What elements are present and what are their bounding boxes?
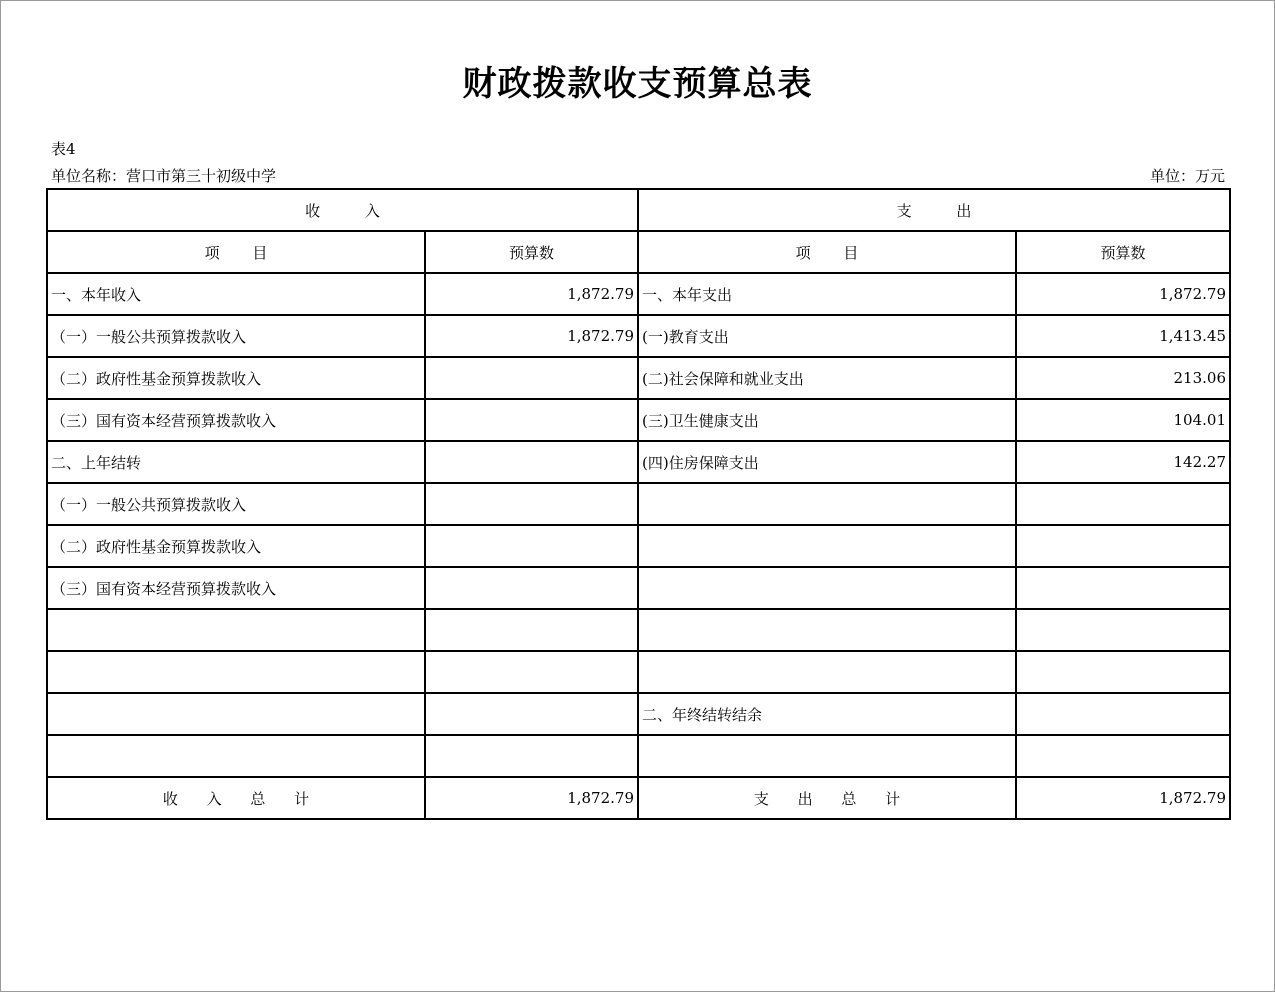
table-row <box>47 273 1230 315</box>
expense-value-cell: 1,413.45 <box>1016 315 1230 357</box>
table-row <box>47 441 1230 483</box>
expense-item-cell <box>638 609 1016 651</box>
income-item-cell: （二）政府性基金预算拨款收入 <box>47 525 425 567</box>
table-row <box>47 525 1230 567</box>
income-item-cell: （二）政府性基金预算拨款收入 <box>47 357 425 399</box>
expense-value-cell <box>1016 609 1230 651</box>
income-total-label: 收 入 总 计 <box>47 777 425 819</box>
expense-value-cell <box>1016 735 1230 777</box>
table-row <box>47 567 1230 609</box>
expense-value-cell <box>1016 483 1230 525</box>
expense-value-cell: 1,872.79 <box>1016 273 1230 315</box>
income-value-cell <box>425 399 638 441</box>
income-item-cell: （三）国有资本经营预算拨款收入 <box>47 399 425 441</box>
income-item-cell <box>47 693 425 735</box>
expense-item-cell <box>638 483 1016 525</box>
income-header: 收 入 <box>47 189 638 231</box>
expense-value-cell <box>1016 525 1230 567</box>
totals-row <box>47 777 1230 819</box>
income-item-cell <box>47 735 425 777</box>
column-header-row <box>47 231 1230 273</box>
table-row <box>47 315 1230 357</box>
expense-header: 支 出 <box>638 189 1230 231</box>
currency-unit: 单位：万元 <box>1149 167 1225 185</box>
table-row <box>47 357 1230 399</box>
expense-item-cell <box>638 525 1016 567</box>
expense-item-cell: (四)住房保障支出 <box>638 441 1016 483</box>
expense-item-header: 项 目 <box>638 231 1016 273</box>
page-title: 财政拨款收支预算总表 <box>462 64 813 104</box>
income-item-cell: （一）一般公共预算拨款收入 <box>47 315 425 357</box>
income-item-cell: 二、上年结转 <box>47 441 425 483</box>
section-header-row <box>47 189 1230 231</box>
income-value-cell <box>425 357 638 399</box>
expense-value-cell <box>1016 651 1230 693</box>
expense-value-cell: 142.27 <box>1016 441 1230 483</box>
income-value-cell <box>425 609 638 651</box>
expense-total-label: 支 出 总 计 <box>638 777 1016 819</box>
expense-item-cell: (一)教育支出 <box>638 315 1016 357</box>
expense-value-cell: 213.06 <box>1016 357 1230 399</box>
table-row <box>47 399 1230 441</box>
income-value-cell <box>425 525 638 567</box>
income-value-cell: 1,872.79 <box>425 315 638 357</box>
table-row <box>47 609 1230 651</box>
table-row <box>47 693 1230 735</box>
data-rows <box>47 273 1230 777</box>
income-value-cell <box>425 693 638 735</box>
expense-item-cell <box>638 651 1016 693</box>
expense-item-cell <box>638 735 1016 777</box>
expense-item-cell: (二)社会保障和就业支出 <box>638 357 1016 399</box>
income-item-cell: （一）一般公共预算拨款收入 <box>47 483 425 525</box>
expense-item-cell: 二、年终结转结余 <box>638 693 1016 735</box>
expense-item-cell: 一、本年支出 <box>638 273 1016 315</box>
expense-item-cell: (三)卫生健康支出 <box>638 399 1016 441</box>
income-value-cell <box>425 651 638 693</box>
expense-item-cell <box>638 567 1016 609</box>
income-item-cell <box>47 609 425 651</box>
income-budget-header: 预算数 <box>425 231 638 273</box>
income-value-cell <box>425 441 638 483</box>
expense-total-value: 1,872.79 <box>1016 777 1230 819</box>
income-item-header: 项 目 <box>47 231 425 273</box>
budget-table <box>46 188 1231 820</box>
expense-value-cell <box>1016 693 1230 735</box>
income-value-cell <box>425 567 638 609</box>
expense-budget-header: 预算数 <box>1016 231 1230 273</box>
income-item-cell <box>47 651 425 693</box>
income-total-value: 1,872.79 <box>425 777 638 819</box>
income-item-cell: （三）国有资本经营预算拨款收入 <box>47 567 425 609</box>
income-value-cell <box>425 735 638 777</box>
income-value-cell <box>425 483 638 525</box>
table-row <box>47 483 1230 525</box>
expense-value-cell: 104.01 <box>1016 399 1230 441</box>
income-item-cell: 一、本年收入 <box>47 273 425 315</box>
table-row <box>47 735 1230 777</box>
expense-value-cell <box>1016 567 1230 609</box>
table-number: 表4 <box>51 140 76 158</box>
income-value-cell: 1,872.79 <box>425 273 638 315</box>
table-row <box>47 651 1230 693</box>
unit-name: 单位名称：营口市第三十初级中学 <box>51 167 277 185</box>
